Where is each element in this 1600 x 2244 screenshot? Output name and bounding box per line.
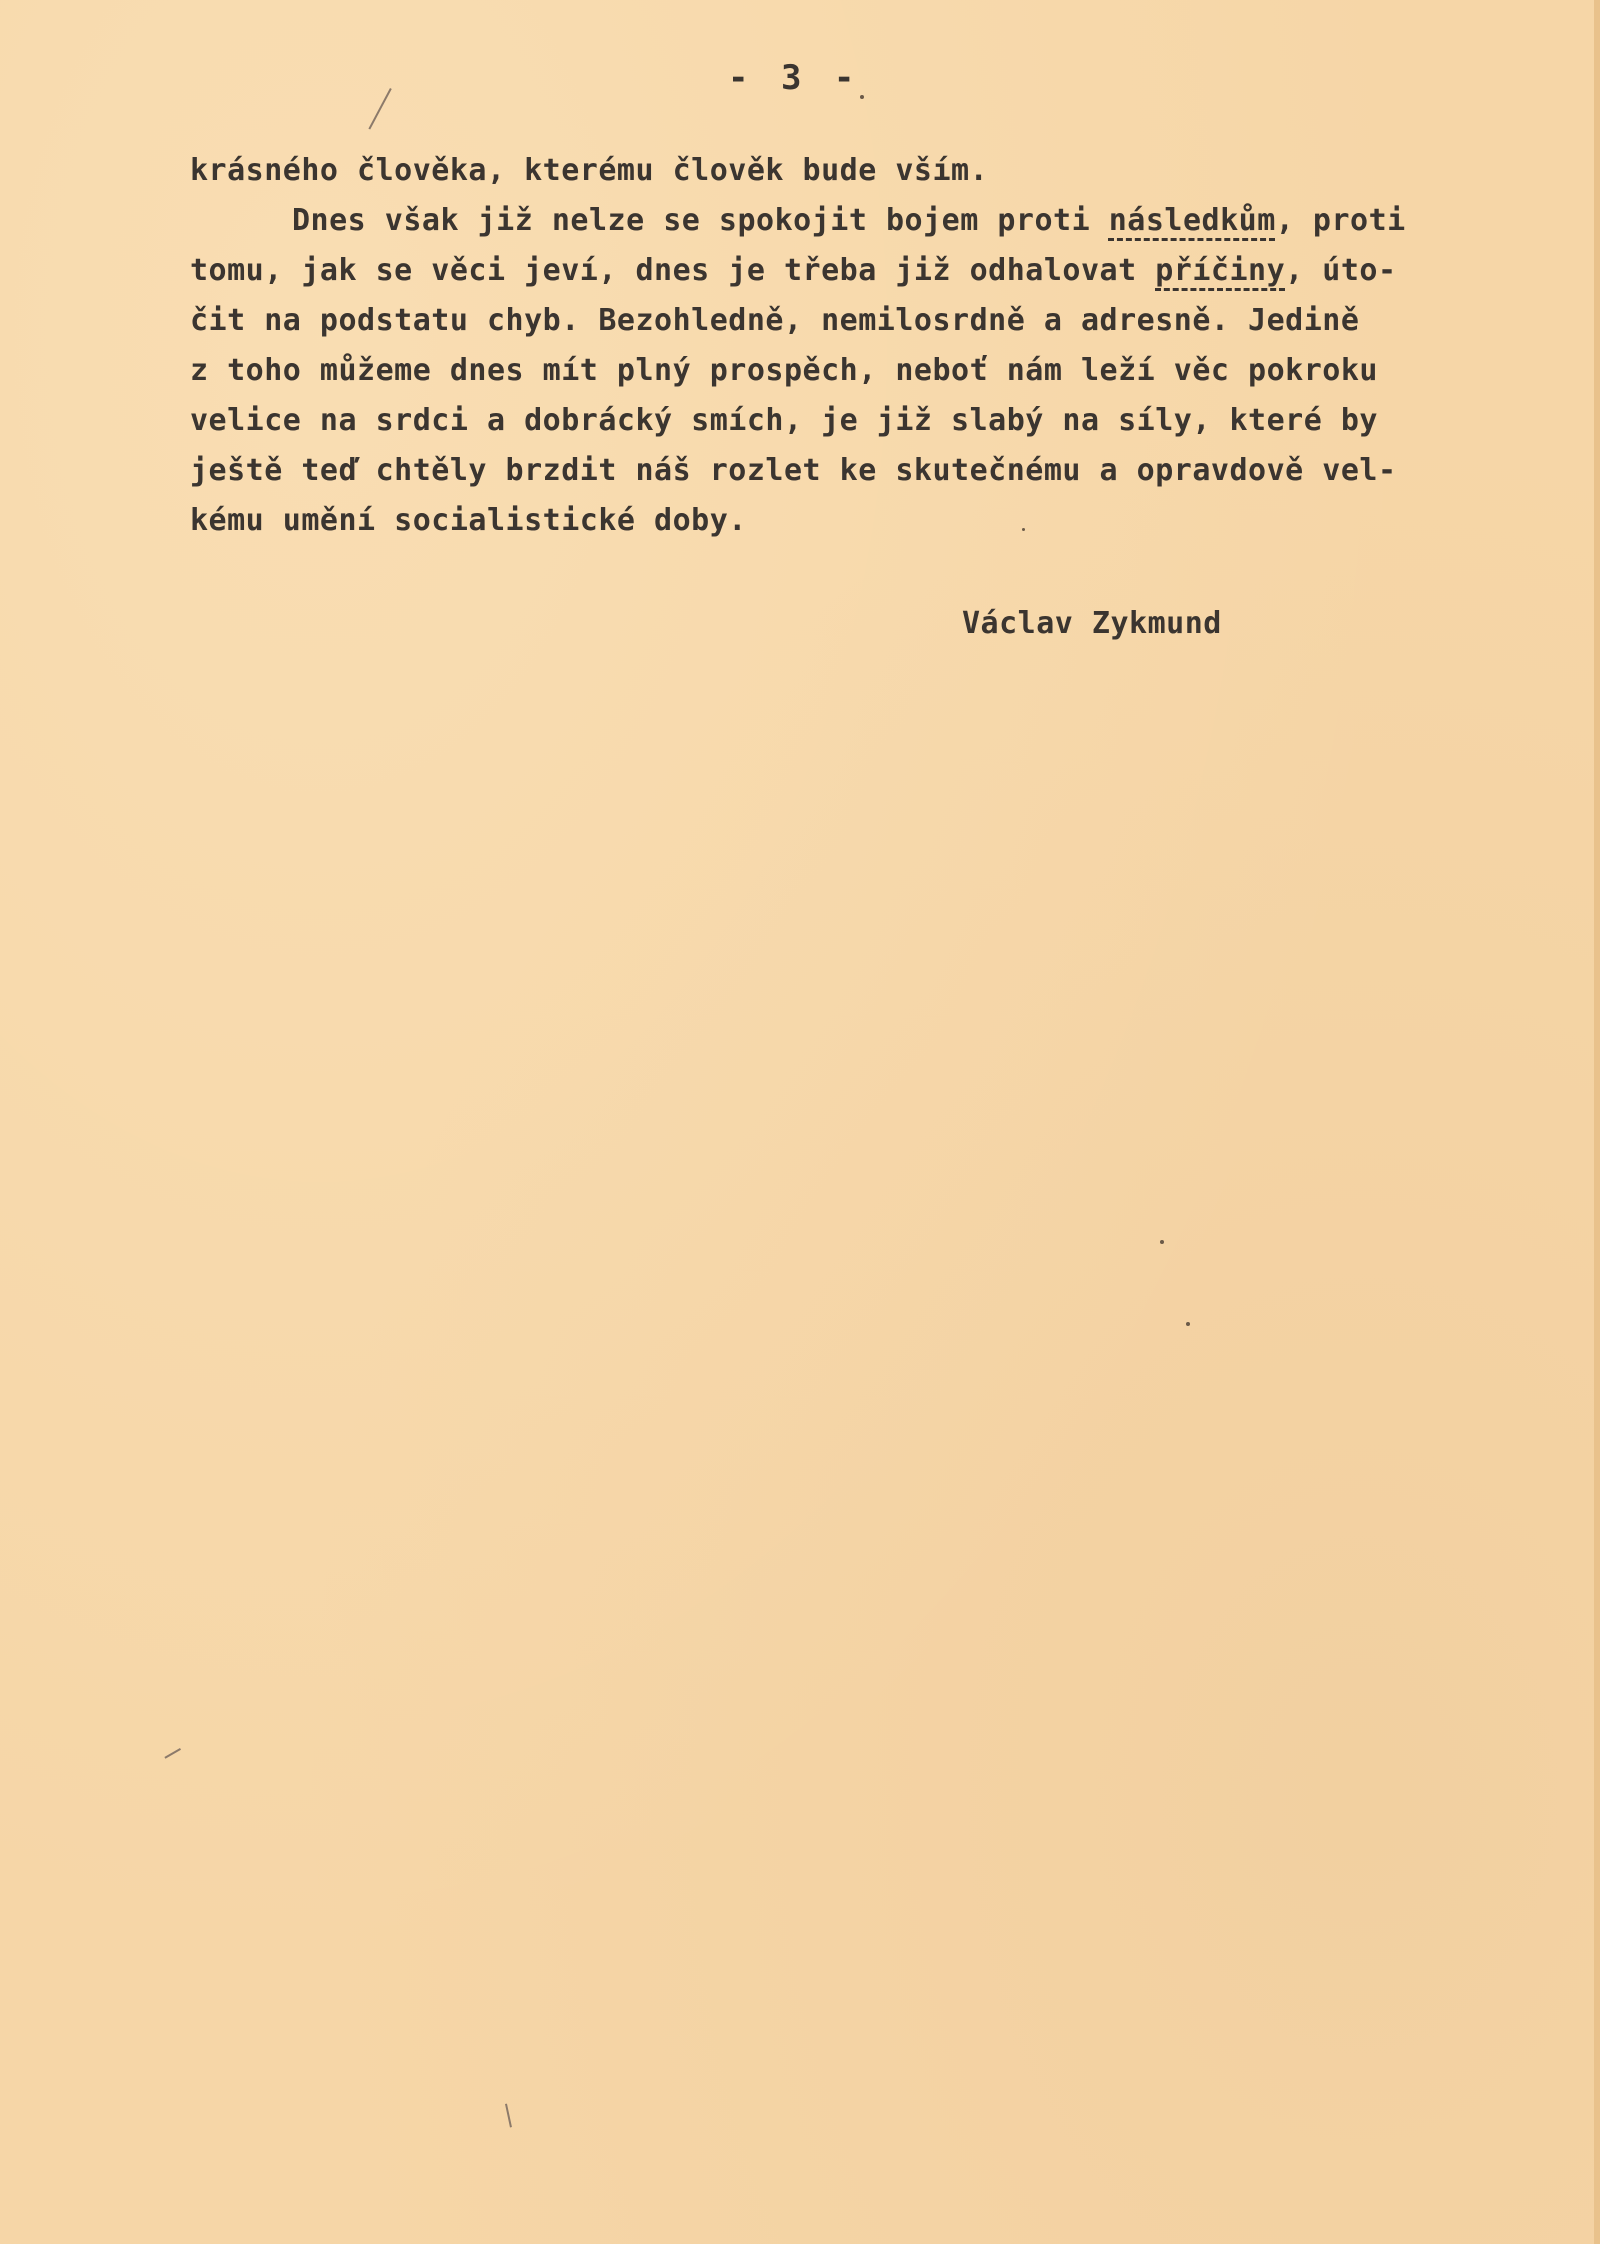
stray-pen-mark — [505, 2104, 512, 2128]
paper-speck — [1022, 528, 1025, 531]
text-line-7: ještě teď chtěly brzdit náš rozlet ke skutečnému a opravdově vel- — [190, 453, 1397, 488]
text-line-2-start: Dnes však již nelze se spokojit bojem proti — [292, 203, 1109, 238]
text-line-4: čit na podstatu chyb. Bezohledně, nemilosrdně a adresně. Jedině — [190, 303, 1360, 338]
paper-speck — [1186, 1322, 1190, 1326]
text-line-2 — [190, 196, 1520, 246]
signature: Václav Zykmund — [962, 606, 1222, 641]
paper-speck — [860, 95, 864, 99]
text-line-5: z toho můžeme dnes mít plný prospěch, neboť nám leží věc pokroku — [190, 353, 1378, 388]
underlined-word-priciny: příčiny — [1155, 253, 1286, 288]
text-line-3-end: , úto- — [1285, 253, 1397, 288]
text-line-8: kému umění socialistické doby. — [190, 503, 747, 538]
paper-speck — [1160, 1240, 1164, 1244]
text-line-3 — [190, 246, 1520, 296]
text-line-2-end: , proti — [1275, 203, 1406, 238]
page-number: - 3 - — [728, 58, 861, 98]
text-line-3-start: tomu, jak se věci jeví, dnes je třeba již odhalovat — [190, 253, 1156, 288]
paper-edge — [1594, 0, 1600, 2244]
text-line-1: krásného člověka, kterému člověk bude vším. — [190, 153, 989, 188]
stray-pen-mark — [368, 88, 391, 130]
body-text — [190, 146, 1520, 546]
stray-pen-mark — [164, 1748, 181, 1759]
underlined-word-nasledkum: následkům — [1108, 203, 1276, 238]
text-line-6: velice na srdci a dobrácký smích, je již slabý na síly, které by — [190, 403, 1378, 438]
